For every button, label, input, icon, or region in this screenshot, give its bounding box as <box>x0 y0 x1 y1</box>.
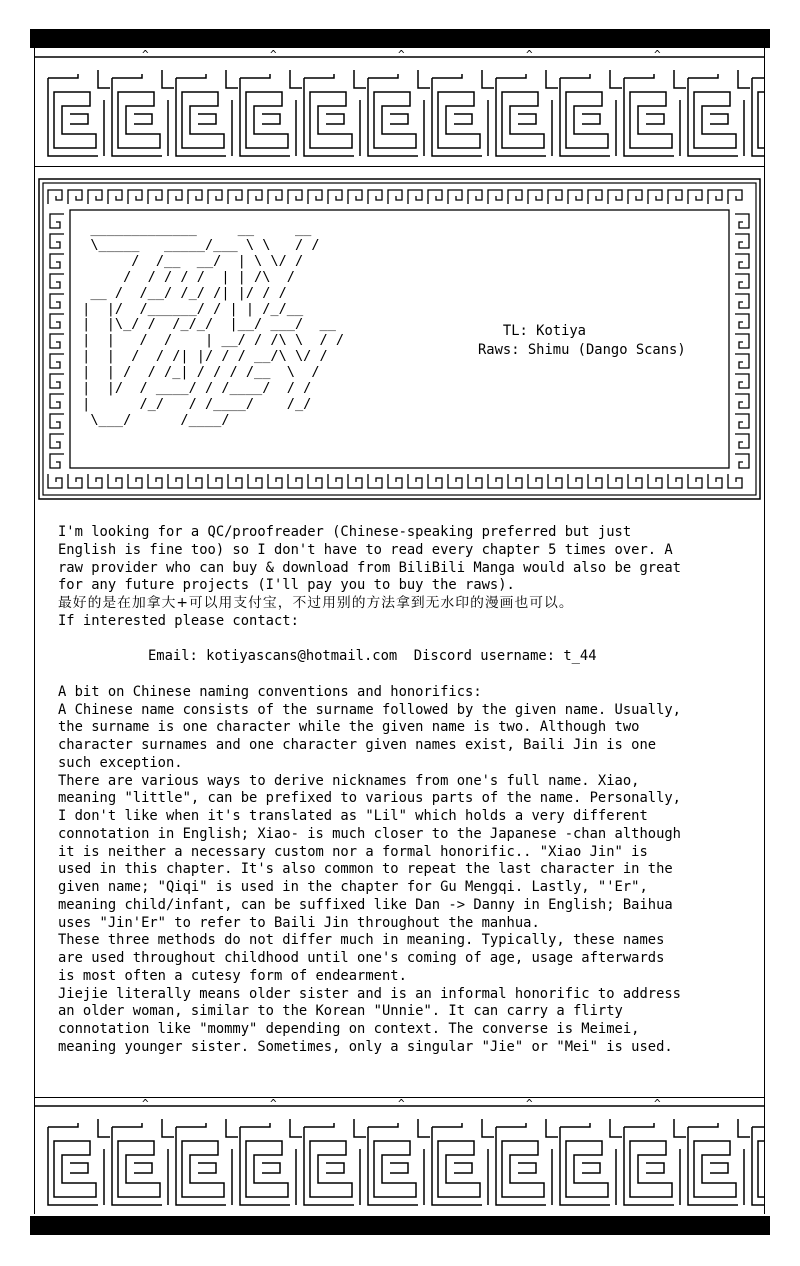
recruit-line: English is fine too) so I don't have to read every chapter 5 times over. A <box>58 541 673 558</box>
naming-heading: A bit on Chinese naming conventions and honorifics: <box>58 683 482 700</box>
naming-line: are used throughout childhood until one's coming of age, usage afterwards <box>58 950 665 966</box>
naming-section <box>58 684 758 1057</box>
recruit-line: raw provider who can buy & download from BiliBili Manga would also be great <box>58 559 681 576</box>
naming-line: is most often a cutesy form of endearment. <box>58 967 407 984</box>
naming-line: These three methods do not differ much in meaning. Typically, these names <box>58 932 665 949</box>
naming-line: meaning younger sister. Sometimes, only a singular "Jie" or "Mei" is used. <box>58 1038 673 1055</box>
naming-line: connotation in English; Xiao- is much closer to the Japanese -chan although <box>58 825 681 842</box>
naming-line: meaning child/infant, can be suffixed like Dan -> Danny in English; Baihua <box>58 896 673 913</box>
notes-body <box>58 524 758 1057</box>
contact-intro: If interested please contact: <box>58 612 299 629</box>
svg-text:^: ^ <box>270 48 277 61</box>
divider-top-pattern <box>34 166 765 167</box>
top-black-bar <box>30 29 770 48</box>
svg-text:^: ^ <box>526 1097 533 1110</box>
logo-ascii-art: _____________ __ __ \_____ _____/___ \ \ / / / /__ __/ | \ \/ / / / / / / | | /\ / __ / /__/ /_/ /| |/ / / | |/ /______/ / | | /_/__ | |\_/ / /_/_/ |__/ ___/ __ | | / / | __/ / /\ \ / / | | / / /| |/ / / __/\ \/ / | | / / /_| / / / /__ \ / | |/ / ____/ / /____/ / / | /_/ / /____/ /_/ \___/ /____/ <box>82 221 345 428</box>
recruit-line: for any future projects (I'll pay you to buy the raws). <box>58 577 515 594</box>
svg-text:^: ^ <box>398 1097 405 1110</box>
naming-line: I don't like when it's translated as "Lil" which holds a very different <box>58 808 648 824</box>
svg-text:^: ^ <box>142 1097 149 1110</box>
naming-line: A Chinese name consists of the surname followed by the given name. Usually, <box>58 701 681 718</box>
svg-text:^: ^ <box>398 48 405 61</box>
svg-text:^: ^ <box>270 1097 277 1110</box>
contact-info: Email: kotiyascans@hotmail.com Discord username: t_44 <box>148 648 597 665</box>
naming-line: used in this chapter. It's also common to repeat the last character in the <box>58 861 673 878</box>
naming-line: it is neither a necessary custom nor a formal honorific.. "Xiao Jin" is <box>58 843 648 860</box>
naming-line: such exception. <box>58 754 183 771</box>
naming-line: given name; "Qiqi" is used in the chapter for Gu Mengqi. Lastly, "'Er", <box>58 879 648 895</box>
recruit-chinese-line: 最好的是在加拿大+可以用支付宝，不过用别的方法拿到无水印的漫画也可以。 <box>58 595 574 611</box>
bottom-ornament-pattern <box>34 1097 765 1215</box>
bottom-black-bar <box>30 1216 770 1235</box>
recruit-line: I'm looking for a QC/proofreader (Chinese-speaking preferred but just <box>58 524 632 540</box>
credits-text: TL: Kotiya Raws: Shimu (Dango Scans) <box>478 323 686 358</box>
top-ornament-pattern <box>34 48 765 166</box>
naming-line: character surnames and one character given names exist, Baili Jin is one <box>58 737 657 753</box>
naming-line: uses "Jin'Er" to refer to Baili Jin throughout the manhua. <box>58 914 540 931</box>
naming-line: Jiejie literally means older sister and is an informal honorific to address <box>58 985 681 1002</box>
naming-line: an older woman, similar to the Korean "Unnie". It can carry a flirty <box>58 1003 623 1020</box>
naming-line: connotation like "mommy" depending on context. The converse is Meimei, <box>58 1021 640 1037</box>
naming-line: the surname is one character while the given name is two. Although two <box>58 719 640 736</box>
naming-line: There are various ways to derive nicknames from one's full name. Xiao, <box>58 772 640 789</box>
svg-text:^: ^ <box>654 48 661 61</box>
svg-text:^: ^ <box>142 48 149 61</box>
svg-text:^: ^ <box>526 48 533 61</box>
naming-line: meaning "little", can be prefixed to various parts of the name. Personally, <box>58 790 681 807</box>
svg-text:^: ^ <box>654 1097 661 1110</box>
